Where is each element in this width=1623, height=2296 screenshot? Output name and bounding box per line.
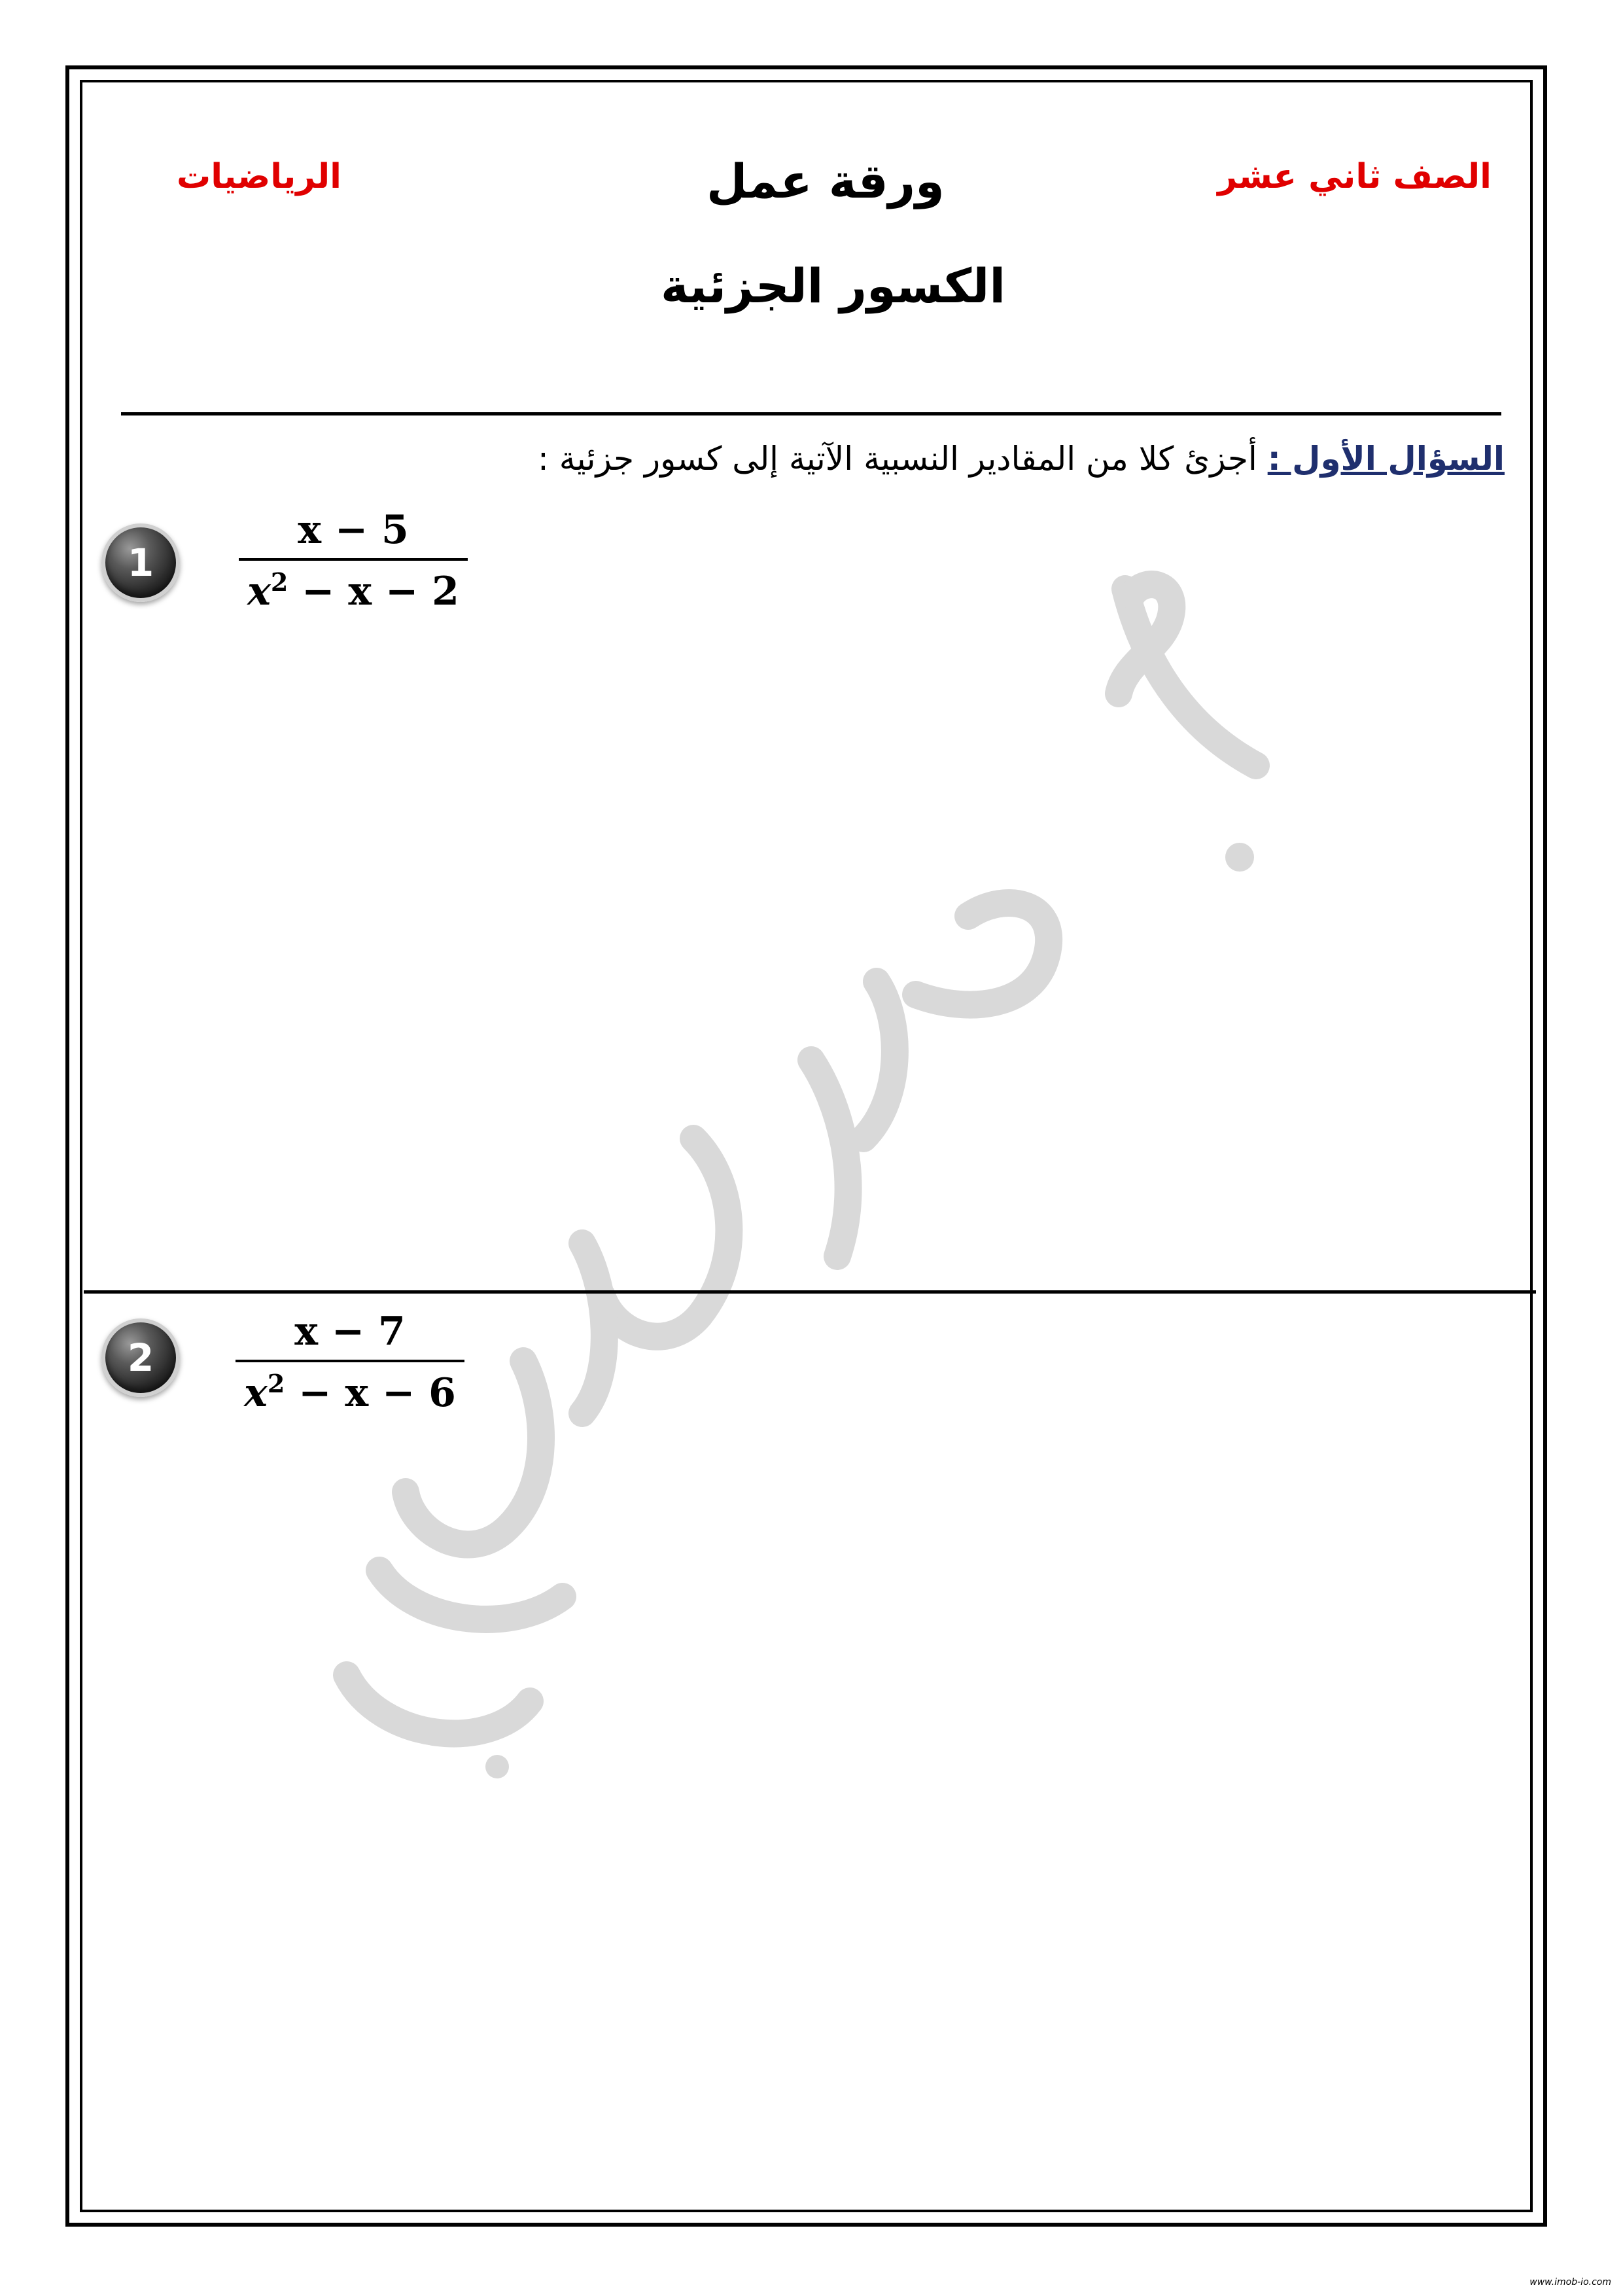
- denominator-rest: − x − 2: [288, 569, 459, 614]
- fraction-2-numerator: x − 7: [294, 1309, 406, 1354]
- question-text: أجزئ كلا من المقادير النسبية الآتية إلى كسور جزئية :: [538, 440, 1257, 478]
- denominator-base: x: [247, 569, 271, 614]
- worksheet-title: ورقة عمل: [707, 154, 945, 209]
- fraction-1-numerator: x − 5: [298, 507, 409, 553]
- question-line: [379, 440, 1505, 478]
- denominator-exponent: 2: [270, 567, 288, 597]
- grade-label: الصف ثاني عشر: [1217, 157, 1492, 196]
- fraction-1: [239, 507, 468, 614]
- problem-number-badge: 2: [101, 1318, 180, 1397]
- question-label: السؤال الأول :: [1267, 440, 1505, 478]
- subject-label: الرياضيات: [177, 157, 342, 196]
- fraction-2: [236, 1309, 464, 1416]
- denominator-base: x: [244, 1370, 268, 1416]
- fraction-1-denominator: [239, 567, 468, 614]
- footer-url: www.imob-io.com: [1529, 2277, 1611, 2287]
- page-border-inner: [80, 80, 1533, 2212]
- denominator-rest: − x − 6: [285, 1370, 456, 1416]
- problem-number-badge: 1: [101, 523, 180, 602]
- fraction-2-denominator: [236, 1369, 464, 1416]
- worksheet-subtitle: الكسور الجزئية: [661, 258, 1005, 313]
- header-divider: [121, 412, 1501, 415]
- section-divider: [84, 1290, 1536, 1294]
- fraction-2-bar: [236, 1360, 464, 1362]
- denominator-exponent: 2: [267, 1369, 285, 1398]
- fraction-1-bar: [239, 558, 468, 561]
